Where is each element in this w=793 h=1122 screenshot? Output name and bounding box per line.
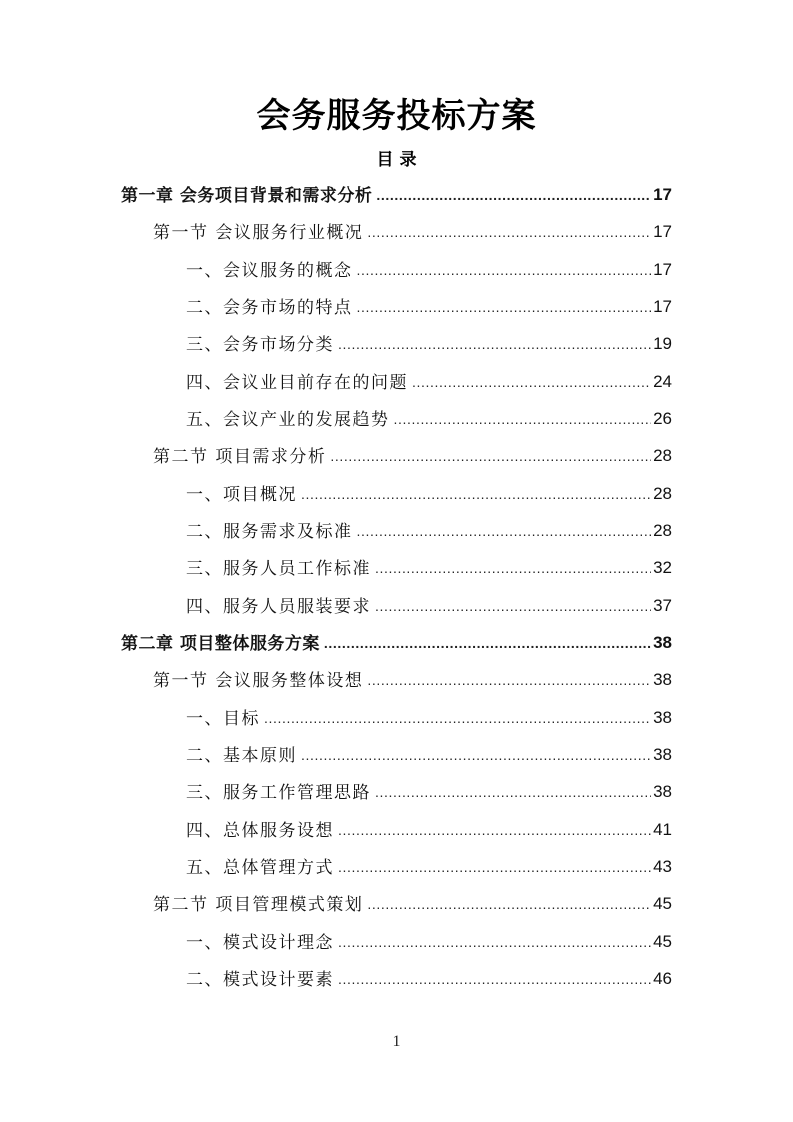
toc-leader-dots xyxy=(338,856,651,878)
toc-entry-page: 45 xyxy=(653,894,672,913)
toc-entry-item[interactable] xyxy=(186,848,672,878)
toc-entry-label: 二、服务需求及标准 xyxy=(186,522,353,542)
toc-entry-section[interactable] xyxy=(153,661,672,691)
toc-entry-section[interactable] xyxy=(153,437,672,467)
toc-entry-page: 24 xyxy=(653,372,672,391)
toc-leader-dots xyxy=(367,669,651,691)
toc-entry-page: 38 xyxy=(653,708,672,727)
toc-entry-page: 38 xyxy=(653,670,672,689)
toc-entry-section[interactable] xyxy=(153,885,672,915)
toc-entry-page: 32 xyxy=(653,558,672,577)
toc-leader-dots xyxy=(357,259,652,281)
toc-entry-chapter[interactable] xyxy=(121,176,672,206)
toc-entry-label: 第一节 会议服务行业概况 xyxy=(153,223,364,243)
toc-entry-label: 一、会议服务的概念 xyxy=(186,261,353,281)
toc-entry-label: 第一章 会务项目背景和需求分析 xyxy=(121,186,373,206)
toc-entry-label: 第二节 项目管理模式策划 xyxy=(153,895,364,915)
toc-leader-dots xyxy=(301,744,651,766)
toc-entry-label: 一、模式设计理念 xyxy=(186,933,334,953)
toc-leader-dots xyxy=(330,445,651,467)
toc-entry-label: 五、会议产业的发展趋势 xyxy=(186,410,390,430)
toc-leader-dots xyxy=(338,968,651,990)
toc-entry-page: 46 xyxy=(653,969,672,988)
toc-entry-label: 一、项目概况 xyxy=(186,485,297,505)
document-title: 会务服务投标方案 xyxy=(256,96,537,136)
toc-entry-label: 五、总体管理方式 xyxy=(186,858,334,878)
toc-entry-label: 第一节 会议服务整体设想 xyxy=(153,671,364,691)
toc-entry-item[interactable] xyxy=(186,736,672,766)
toc-entry-item[interactable] xyxy=(186,251,672,281)
toc-entry-page: 38 xyxy=(653,633,672,652)
toc-entry-page: 43 xyxy=(653,857,672,876)
toc-leader-dots xyxy=(412,371,651,393)
toc-entry-chapter[interactable] xyxy=(121,624,672,654)
toc-entry-section[interactable] xyxy=(153,213,672,243)
toc-entry-page: 41 xyxy=(653,820,672,839)
toc-entry-label: 四、会议业目前存在的问题 xyxy=(186,373,408,393)
toc-entry-page: 45 xyxy=(653,932,672,951)
toc-leader-dots xyxy=(264,707,651,729)
toc-entry-item[interactable] xyxy=(186,923,672,953)
toc-heading: 目 录 xyxy=(376,150,417,170)
toc-entry-item[interactable] xyxy=(186,587,672,617)
toc-leader-dots xyxy=(375,595,651,617)
toc-entry-page: 17 xyxy=(653,222,672,241)
toc-entry-item[interactable] xyxy=(186,699,672,729)
toc-entry-item[interactable] xyxy=(186,400,672,430)
toc-leader-dots xyxy=(357,296,652,318)
toc-entry-label: 三、会务市场分类 xyxy=(186,335,334,355)
toc-leader-dots xyxy=(338,333,651,355)
toc-entry-label: 一、目标 xyxy=(186,709,260,729)
toc-entry-item[interactable] xyxy=(186,773,672,803)
toc-entry-label: 二、会务市场的特点 xyxy=(186,298,353,318)
toc-entry-label: 三、服务工作管理思路 xyxy=(186,783,371,803)
toc-entry-item[interactable] xyxy=(186,288,672,318)
toc-leader-dots xyxy=(376,184,651,206)
toc-entry-page: 19 xyxy=(653,334,672,353)
toc-entry-page: 38 xyxy=(653,782,672,801)
toc-leader-dots xyxy=(301,483,651,505)
toc-entry-page: 28 xyxy=(653,521,672,540)
page-number: 1 xyxy=(392,1033,401,1050)
toc-leader-dots xyxy=(375,781,651,803)
toc-entry-page: 28 xyxy=(653,446,672,465)
toc-entry-label: 三、服务人员工作标准 xyxy=(186,559,371,579)
toc-entry-label: 二、基本原则 xyxy=(186,746,297,766)
toc-entry-label: 第二章 项目整体服务方案 xyxy=(121,634,320,654)
toc-entry-page: 38 xyxy=(653,745,672,764)
toc-entry-page: 17 xyxy=(653,260,672,279)
toc-leader-dots xyxy=(367,221,651,243)
toc-entry-label: 四、总体服务设想 xyxy=(186,821,334,841)
toc-entry-item[interactable] xyxy=(186,960,672,990)
toc-entry-page: 26 xyxy=(653,409,672,428)
toc-entry-item[interactable] xyxy=(186,475,672,505)
toc-entry-label: 二、模式设计要素 xyxy=(186,970,334,990)
toc-entry-page: 37 xyxy=(653,596,672,615)
toc-leader-dots xyxy=(367,893,651,915)
toc-leader-dots xyxy=(338,931,651,953)
toc-leader-dots xyxy=(338,819,651,841)
toc-entry-item[interactable] xyxy=(186,512,672,542)
toc-entry-item[interactable] xyxy=(186,811,672,841)
toc-entry-label: 四、服务人员服装要求 xyxy=(186,597,371,617)
toc-leader-dots xyxy=(375,557,651,579)
toc-leader-dots xyxy=(357,520,652,542)
toc-entry-page: 28 xyxy=(653,484,672,503)
toc-entry-page: 17 xyxy=(653,185,672,204)
toc-entry-item[interactable] xyxy=(186,549,672,579)
toc-entry-page: 17 xyxy=(653,297,672,316)
toc-entry-item[interactable] xyxy=(186,363,672,393)
toc-entry-item[interactable] xyxy=(186,325,672,355)
toc-leader-dots xyxy=(394,408,652,430)
toc-leader-dots xyxy=(324,632,651,654)
toc-entry-label: 第二节 项目需求分析 xyxy=(153,447,327,467)
